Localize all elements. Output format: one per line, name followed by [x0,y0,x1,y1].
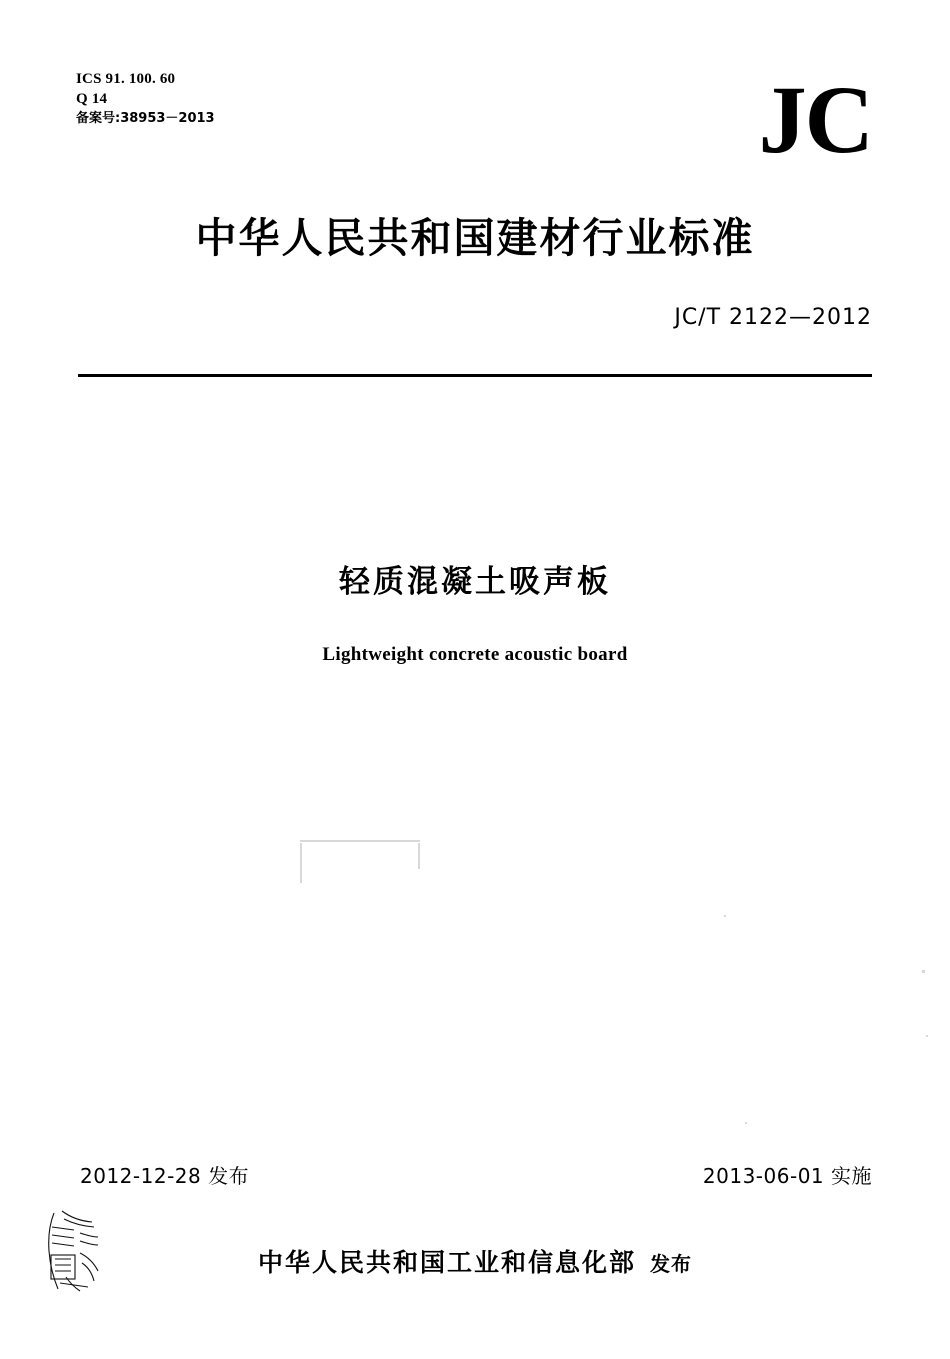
classification-code: Q 14 [76,90,108,107]
scan-artifact [926,1035,928,1037]
page-title: 中华人民共和国建材行业标准 [195,214,755,262]
subject-title-cn: 轻质混凝土吸声板 [339,564,611,600]
publisher-suffix: 发布 [650,1252,692,1276]
divider [78,374,872,377]
publisher-name: 中华人民共和国工业和信息化部 [257,1248,636,1277]
scan-artifact [724,915,726,917]
jc-logo: JC [758,66,872,173]
header-code-block [76,70,215,127]
effective-date: 2013-06-01 实施 [702,1164,872,1188]
subject-title-en: Lightweight concrete acoustic board [322,644,628,665]
publisher [0,1243,950,1279]
standard-number: JC/T 2122—2012 [674,305,872,330]
ministry-emblem-icon [40,1207,106,1295]
record-number: 备案号:38953－2013 [76,110,215,126]
scan-artifact [418,843,420,869]
ics-code: ICS 91. 100. 60 [76,71,176,87]
issue-date: 2012-12-28 发布 [80,1164,250,1188]
scan-artifact [300,840,420,842]
scan-artifact [745,1122,747,1124]
scan-artifact [922,970,925,973]
scan-artifact [300,843,302,883]
